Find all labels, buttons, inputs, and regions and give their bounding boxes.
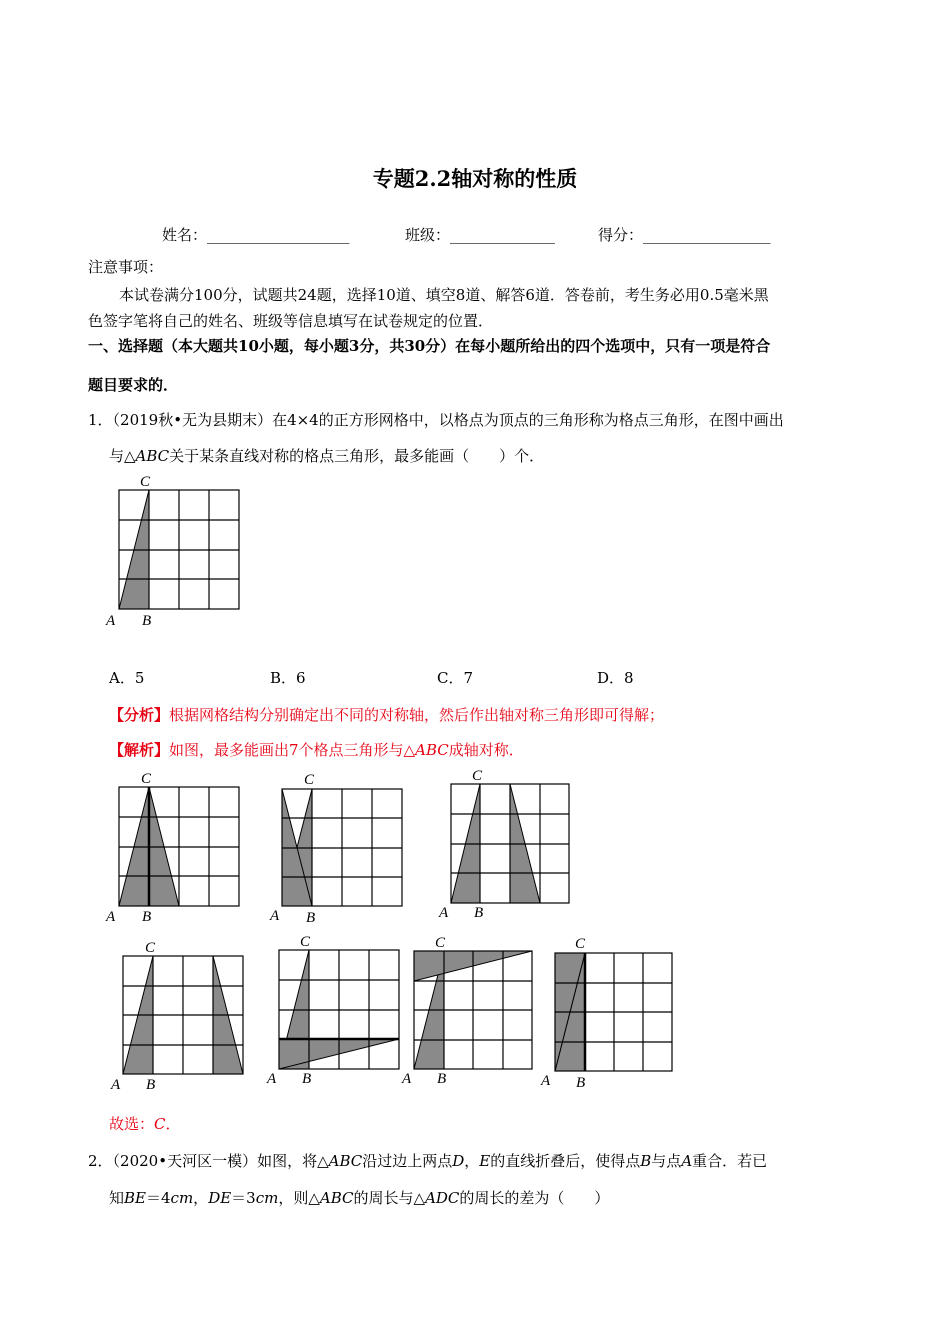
score-label: 得分： <box>598 226 644 244</box>
label-a: A <box>439 905 449 921</box>
label-c: C <box>300 934 311 950</box>
name-field[interactable] <box>162 224 350 245</box>
q2-text: 重合．若已 <box>692 1152 768 1170</box>
solution-text: 如图，最多能画出7个格点三角形与△ <box>169 741 416 759</box>
answer-choice: C <box>154 1115 166 1133</box>
q2-var: BE <box>124 1189 146 1207</box>
q2-var: ABC <box>328 1152 363 1170</box>
answer <box>109 1113 181 1134</box>
option-b[interactable]: B．6 <box>270 669 306 687</box>
label-a: A <box>541 1073 551 1089</box>
q2-text: 知 <box>109 1189 125 1207</box>
score-field[interactable] <box>598 224 771 245</box>
q2-text: ＝3 <box>231 1189 256 1207</box>
q2-var: A <box>681 1152 693 1170</box>
label-b: B <box>142 613 152 629</box>
q2-text: 沿过边上两点 <box>362 1152 453 1170</box>
label-b: B <box>146 1077 156 1093</box>
solution-figure-4 <box>105 935 255 1095</box>
label-a: A <box>270 908 280 924</box>
option-d[interactable]: D．8 <box>597 669 634 687</box>
label-c: C <box>435 935 446 951</box>
solution-figure-1 <box>100 765 250 925</box>
q2-unit: cm <box>170 1189 194 1207</box>
option-a[interactable]: A．5 <box>109 669 145 687</box>
label-c: C <box>575 936 586 952</box>
section-heading-line-1: 一、选择题（本大题共10小题，每小题3分，共30分）在每小题所给出的四个选项中，只有一项是符合 <box>88 337 771 355</box>
class-blank: ______________ <box>450 226 556 244</box>
label-c: C <box>140 474 151 490</box>
q1-line-1: 1．（2019秋•无为县期末）在4×4的正方形网格中，以格点为顶点的三角形称为格点三角形，在图中画出 <box>88 411 784 429</box>
label-c: C <box>304 772 315 788</box>
section-heading-line-2: 题目要求的． <box>88 376 179 394</box>
label-b: B <box>437 1071 447 1087</box>
score-blank: _________________ <box>643 226 771 244</box>
name-blank: ___________________ <box>207 226 350 244</box>
label-a: A <box>267 1071 277 1087</box>
label-b: B <box>474 905 484 921</box>
solution-figure-6 <box>400 930 550 1090</box>
q2-text: ， <box>464 1152 480 1170</box>
label-a: A <box>106 909 116 925</box>
label-b: B <box>302 1071 312 1087</box>
q2-text: 的周长的差为（ ） <box>459 1189 610 1207</box>
notes-line-2: 色签字笔将自己的姓名、班级等信息填写在试卷规定的位置． <box>88 312 494 330</box>
q2-text: 与点 <box>651 1152 682 1170</box>
class-label: 班级： <box>405 226 451 244</box>
q2-var: D <box>452 1152 465 1170</box>
analysis-tag: 【分析】 <box>109 706 170 724</box>
q1-line-2 <box>109 445 544 466</box>
q1-text: 与△ <box>109 447 136 465</box>
q1-triangle-name: ABC <box>135 447 170 465</box>
q1-text: 关于某条直线对称的格点三角形，最多能画（ ）个． <box>169 447 545 465</box>
notes-line-1: 本试卷满分100分，试题共24题，选择10道、填空8道、解答6道．答卷前，考生务必用0.5毫米黑 <box>119 286 769 304</box>
q2-text: ，则△ <box>278 1189 320 1207</box>
answer-text: 故选： <box>109 1115 155 1133</box>
option-c[interactable]: C．7 <box>437 669 474 687</box>
solution-figure-7 <box>535 930 685 1090</box>
label-b: B <box>306 910 316 926</box>
q2-text: ， <box>193 1189 209 1207</box>
q2-text: 的周长与△ <box>353 1189 426 1207</box>
notes-heading: 注意事项： <box>88 258 164 276</box>
solution-figure-3 <box>435 765 585 925</box>
q2-line-1 <box>88 1150 767 1171</box>
label-a: A <box>106 613 116 629</box>
solution-figure-2 <box>265 765 415 925</box>
name-label: 姓名： <box>162 226 208 244</box>
solution-tag: 【解析】 <box>109 741 170 759</box>
class-field[interactable] <box>405 224 555 245</box>
answer-end: ． <box>165 1115 181 1133</box>
label-b: B <box>576 1075 586 1091</box>
q2-var: ADC <box>425 1189 460 1207</box>
q1-grid-figure <box>100 470 250 630</box>
analysis-text: 根据网格结构分别确定出不同的对称轴，然后作出轴对称三角形即可得解； <box>169 706 665 724</box>
solution-text-end: 成轴对称． <box>448 741 524 759</box>
q2-unit: cm <box>255 1189 279 1207</box>
solution <box>109 739 524 760</box>
label-b: B <box>142 909 152 925</box>
q2-line-2 <box>109 1187 609 1208</box>
q2-var: ABC <box>319 1189 354 1207</box>
q2-text: 2．（2020•天河区一模）如图，将△ <box>88 1152 329 1170</box>
q2-text: ＝4 <box>146 1189 171 1207</box>
label-a: A <box>402 1071 412 1087</box>
label-c: C <box>472 768 483 784</box>
q2-text: 的直线折叠后，使得点 <box>490 1152 641 1170</box>
q2-var: B <box>640 1152 652 1170</box>
q2-var: E <box>479 1152 491 1170</box>
label-a: A <box>111 1077 121 1093</box>
analysis <box>109 704 664 725</box>
solution-triangle: ABC <box>415 741 449 759</box>
label-c: C <box>141 771 152 787</box>
q2-var: DE <box>208 1189 232 1207</box>
solution-figure-5 <box>265 930 415 1090</box>
page-title: 专题2.2轴对称的性质 <box>372 166 578 191</box>
label-c: C <box>145 940 156 956</box>
